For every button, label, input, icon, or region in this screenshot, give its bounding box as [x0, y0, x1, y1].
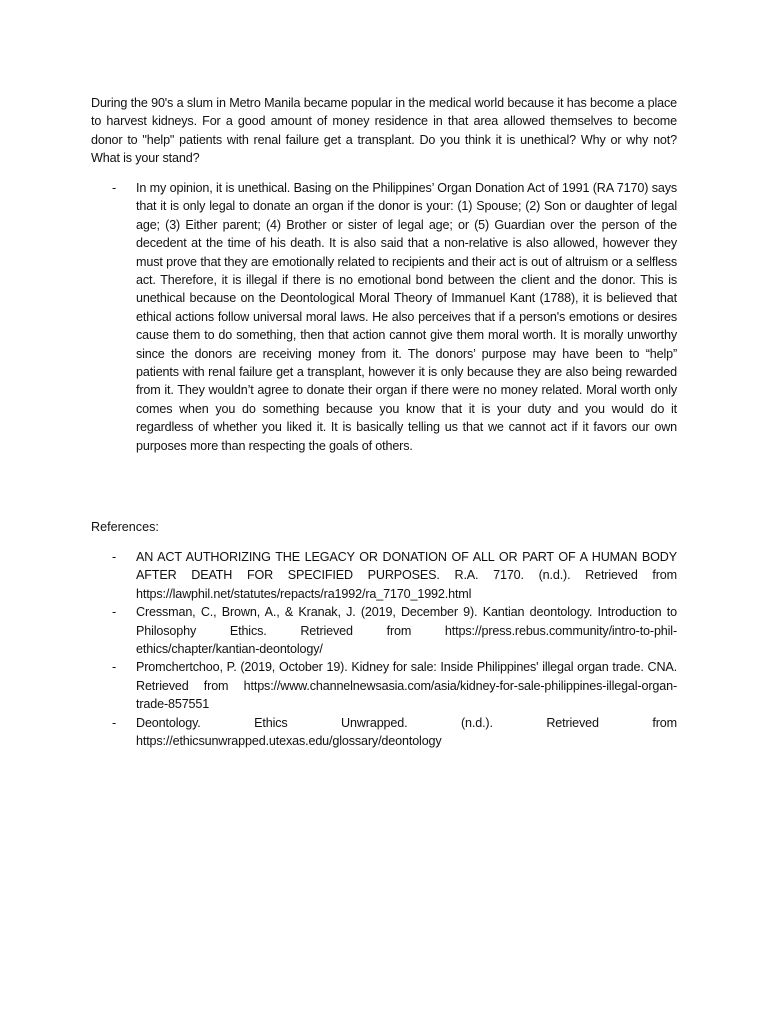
reference-bullet: -: [112, 605, 117, 620]
reference-text: AN ACT AUTHORIZING THE LEGACY OR DONATION OF ALL OR PART OF A HUMAN BODY AFTER DEATH FOR SPECIFIED PURPOSES. R.A. 7170. (n.d.). Retrieved from https://lawphil.net/statutes/repacts/ra1992/ra_7170_1992.html: [136, 550, 677, 601]
references-heading: References:: [91, 520, 159, 534]
answer-paragraph: In my opinion, it is unethical. Basing on the Philippines’ Organ Donation Act of 1991 (RA 7170) says that it is only legal to donate an organ if the donor is your: (1) Spouse; (2) Son or daughter of legal age; (3) Either parent; (4) Brother or sister of legal age; or (5) Guardian over the person of the decedent at the time of his death. It is also said that a non-relative is also allowed, however they must prove that they are emotionally related to recipients and their act is out of altruism or a selfless act. Therefore, it is illegal if there is no emotional bond between the client and the donor. This is unethical because on the Deontological Moral Theory of Immanuel Kant (1788), it is believed that ethical actions follow universal moral laws. He also perceives that if a person's emotions or desires cause them to do something, then that action cannot give them moral worth. It is morally unworthy since the donors are receiving money from it. The donors’ purpose may have been to “help” patients with renal failure get a transplant, however it is only because they are also being rewarded from it. They wouldn’t agree to donate their organ if there were no money related. Moral worth only comes when you do something because you know that it is your duty and you would do it regardless of whether you liked it. It is basically telling us that we cannot act if it favors our own purposes more than respecting the goals of others.: [136, 181, 677, 453]
reference-item: [112, 548, 677, 603]
reference-text: Deontology. Ethics Unwrapped. (n.d.). Retrieved from https://ethicsunwrapped.utexas.edu/glossary/deontology: [136, 715, 677, 749]
intro-paragraph: During the 90's a slum in Metro Manila became popular in the medical world because it has become a place to harvest kidneys. For a good amount of money residence in that area allowed themselves to become donor to "help" patients with renal failure get a transplant. Do you think it is unethical? Why or why not? What is your stand?: [91, 96, 677, 166]
reference-item: [112, 603, 677, 658]
reference-bullet: -: [112, 550, 117, 564]
reference-text: Promchertchoo, P. (2019, October 19). Kidney for sale: Inside Philippines' illegal organ trade. CNA. Retrieved from https://www.channelnewsasia.com/asia/kidney-for-sale-philippines-illegal-organ-trade-857551: [136, 660, 677, 712]
reference-bullet: -: [112, 660, 117, 675]
reference-item: [112, 714, 677, 751]
references-list: [112, 548, 677, 750]
reference-bullet: -: [112, 715, 117, 730]
reference-text: Cressman, C., Brown, A., & Kranak, J. (2019, December 9). Kantian deontology. Introduction to Philosophy Ethics. Retrieved from https://press.rebus.community/intro-to-phil-ethics/chapter/kantian-deontology/: [136, 605, 677, 657]
answer-bullet: -: [112, 181, 117, 195]
reference-item: [112, 658, 677, 713]
